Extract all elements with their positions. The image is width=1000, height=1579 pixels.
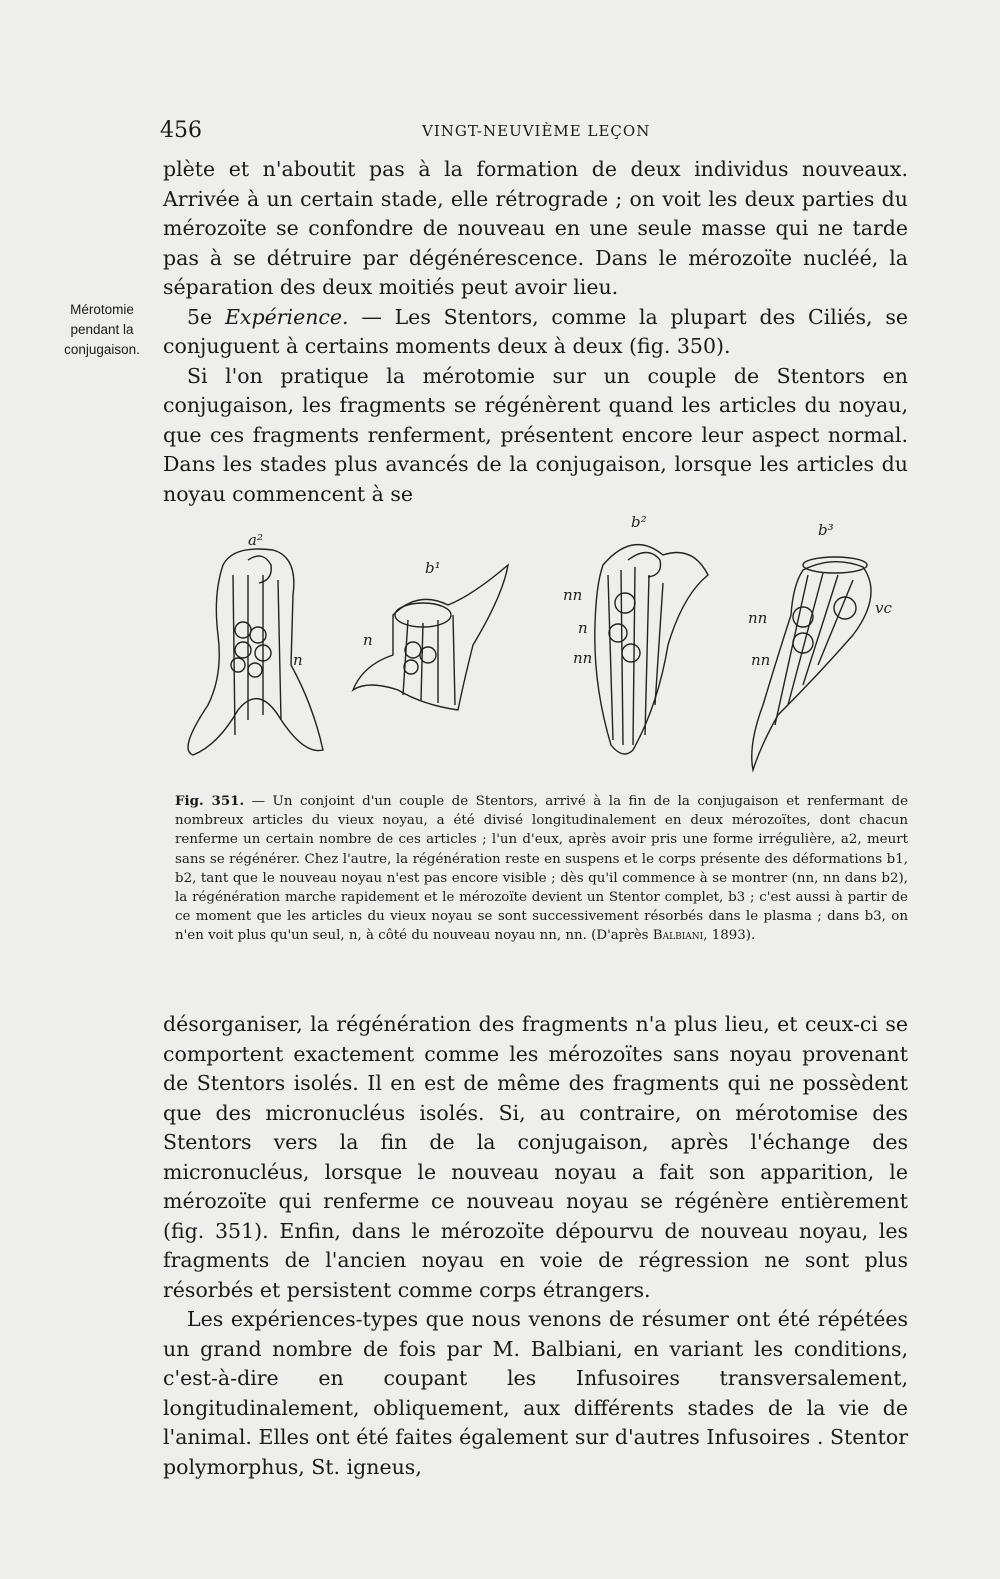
- figure-label-nn: nn: [563, 586, 583, 604]
- experiment-title: Expérience.: [224, 304, 349, 329]
- figure-illustration: [163, 505, 908, 790]
- figure-label-nn: nn: [573, 649, 593, 667]
- figure-label-nn: nn: [748, 609, 768, 627]
- figure-label-b3: b³: [818, 521, 834, 539]
- paragraph: Si l'on pratique la mérotomie sur un couple de Stentors en conjugaison, les fragments se régénèrent quand les articles du noyau, que ces fragments renferment, présentent encore leur aspect normal. Dans les stades plus avancés de la conjugaison, lorsque les articles du noyau commencent à se: [163, 363, 908, 506]
- margin-note-line: Mérotomie: [70, 302, 134, 317]
- caption-label: Fig. 351.: [175, 793, 245, 809]
- body-text-top: [163, 155, 908, 509]
- paragraph: Les expériences-types que nous venons de résumer ont été répétées un grand nombre de fois par M. Balbiani, en variant les conditions, c'est-à-dire en coupant les Infusoires transversalement, longitudinalement, obliquement, aux différents stades de la vie de l'animal. Elles ont été faites également sur d'autres Infusoires . Stentor polymorphus, St. igneus,: [163, 1307, 908, 1479]
- figure-label-a2: a²: [248, 531, 263, 549]
- page-header: [160, 118, 910, 148]
- paragraph: plète et n'aboutit pas à la formation de deux individus nouveaux. Arrivée à un certain stade, elle rétrograde ; on voit les deux parties du mérozoïte se confondre de nouveau en une seule masse qui ne tarde pas à se détruire par dégénérescence. Dans le mérozoïte nucléé, la séparation des deux moitiés peut avoir lieu.: [163, 157, 908, 299]
- stentor-b1: [353, 565, 508, 710]
- figure-label-vc: vc: [875, 599, 892, 617]
- figure-label-b1: b¹: [425, 559, 441, 577]
- figure-351: [163, 505, 908, 790]
- margin-note-line: pendant la: [70, 322, 134, 337]
- margin-note: [52, 300, 152, 360]
- figure-label-n: n: [363, 631, 373, 649]
- body-text-bottom: [163, 1010, 908, 1482]
- figure-label-n: n: [578, 619, 588, 637]
- page-number: 456: [160, 118, 202, 143]
- figure-label-nn: nn: [751, 651, 771, 669]
- caption-year: , 1893).: [703, 928, 756, 944]
- caption-author: Balbiani: [652, 928, 704, 944]
- figure-label-b2: b²: [631, 513, 647, 531]
- margin-note-line: conjugaison.: [64, 342, 140, 357]
- paragraph: désorganiser, la régénération des fragments n'a plus lieu, et ceux-ci se comportent exactement comme les mérozoïtes sans noyau provenant de Stentors isolés. Il en est de même des fragments qui ne possèdent que des micronucléus isolés. Si, au contraire, on mérotomise des Stentors vers la fin de la conjugaison, après l'échange des micronucléus, lorsque le nouveau noyau a fait son apparition, le mérozoïte qui renferme ce nouveau noyau se régénère entièrement (fig. 351). Enfin, dans le mérozoïte dépourvu de nouveau noyau, les fragments de l'ancien noyau en voie de régression ne sont plus résorbés et persistent comme corps étrangers.: [163, 1012, 908, 1302]
- experiment-number: 5e: [187, 304, 213, 329]
- paragraph-experiment: [163, 303, 908, 362]
- experiment-text: — Les Stentors, comme la plupart des Ciliés, se conjuguent à certains moments deux à deux (fig. 350).: [163, 304, 908, 358]
- figure-label-n: n: [293, 651, 303, 669]
- figure-caption: [175, 792, 908, 946]
- running-title: VINGT-NEUVIÈME LEÇON: [422, 122, 651, 140]
- caption-text: — Un conjoint d'un couple de Stentors, arrivé à la fin de la conjugaison et renfermant de nombreux articles du vieux noyau, a été divisé longitudinalement en deux mérozoïtes, dont chacun renferme un certain nombre de ces articles ; l'un d'eux, après avoir pris une forme irrégulière, a2, meurt sans se régénérer. Chez l'autre, la régénération reste en suspens et le corps présente des déformations b1, b2, tant que le nouveau noyau n'est pas encore visible ; dès qu'il commence à se montrer (nn, nn dans b2), la régénération marche rapidement et le mérozoïte devient un Stentor complet, b3 ; c'est aussi à partir de ce moment que les articles du vieux noyau se sont successivement résorbés dans le plasma ; dans b3, on n'en voit plus qu'un seul, n, à côté du nouveau noyau nn, nn. (D'après: [175, 794, 908, 944]
